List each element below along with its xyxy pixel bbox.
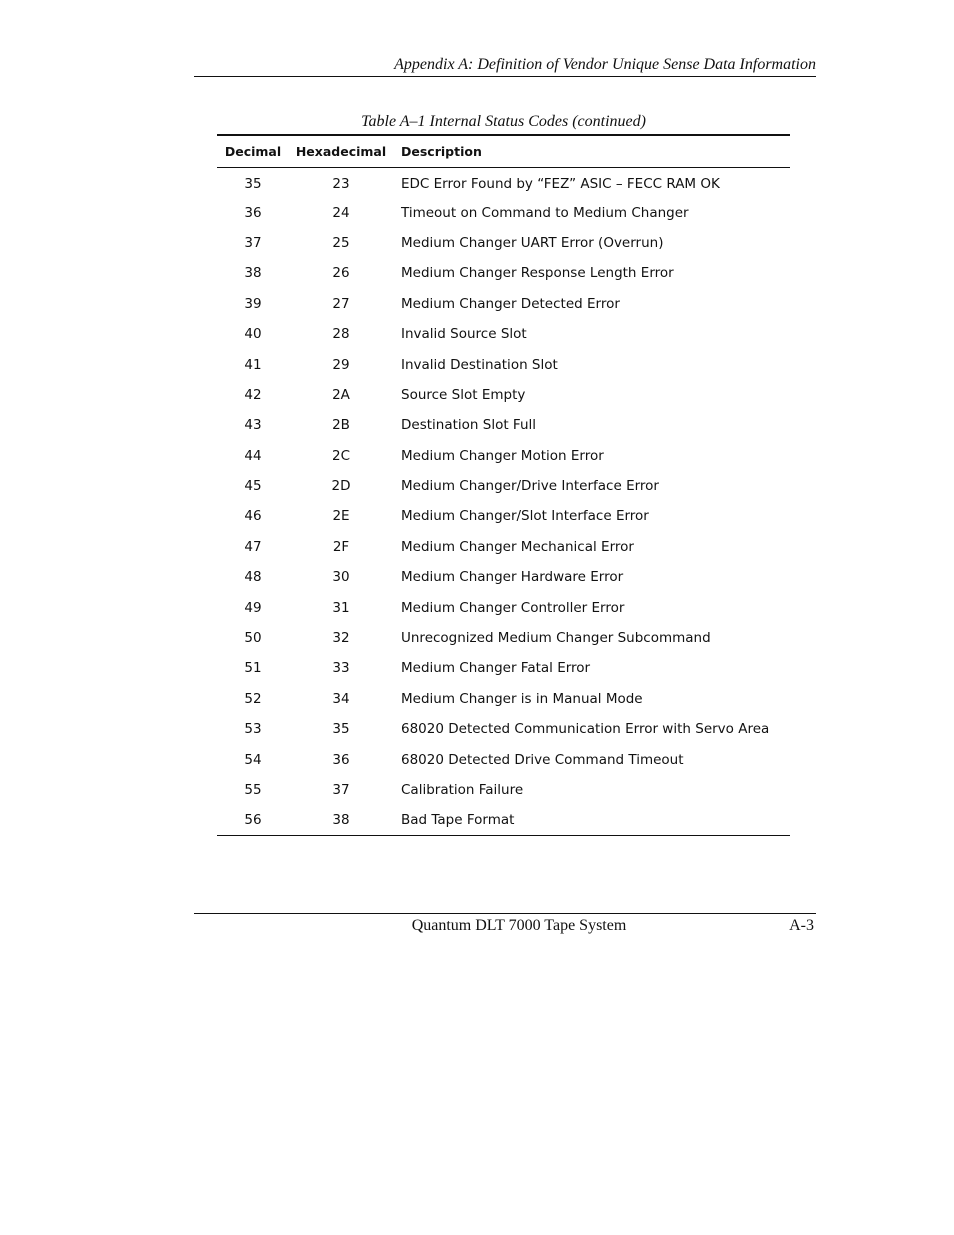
cell-decimal: 49: [244, 599, 262, 616]
cell-hexadecimal: 29: [332, 356, 350, 373]
cell-description: Medium Changer Fatal Error: [401, 660, 591, 677]
cell-decimal: 40: [244, 326, 262, 343]
cell-decimal: 43: [244, 417, 262, 434]
cell-decimal: 36: [244, 204, 262, 221]
cell-description: Medium Changer is in Manual Mode: [401, 690, 643, 707]
table-row: [217, 562, 790, 592]
cell-description: Invalid Source Slot: [401, 326, 527, 343]
cell-decimal: 55: [244, 782, 262, 798]
cell-hexadecimal: 2D: [331, 478, 351, 495]
cell-decimal: 38: [244, 265, 262, 282]
cell-hexadecimal: 2E: [332, 508, 350, 525]
table-row: [217, 744, 790, 774]
cell-hexadecimal: 31: [332, 599, 350, 616]
cell-description: Medium Changer Response Length Error: [401, 265, 674, 282]
cell-description: Medium Changer UART Error (Overrun): [401, 234, 664, 251]
table-row: [217, 258, 790, 288]
table-row: [217, 805, 790, 835]
cell-hexadecimal: 32: [332, 630, 350, 647]
cell-description: 68020 Detected Drive Command Timeout: [401, 751, 684, 768]
cell-hexadecimal: 35: [332, 721, 350, 738]
cell-hexadecimal: 23: [332, 176, 350, 193]
table-row: [217, 289, 790, 319]
table-row: [217, 714, 790, 744]
cell-decimal: 41: [244, 356, 262, 373]
cell-hexadecimal: 27: [332, 295, 350, 312]
cell-description: Timeout on Command to Medium Changer: [401, 204, 689, 221]
table-row: [217, 197, 790, 227]
table-row: [217, 410, 790, 440]
table-row: [217, 623, 790, 653]
cell-hexadecimal: 25: [332, 234, 350, 251]
cell-hexadecimal: 2F: [332, 538, 350, 555]
header-rule: [194, 76, 816, 77]
table-row: [217, 349, 790, 379]
cell-decimal: 47: [244, 538, 262, 555]
table-row: [217, 684, 790, 714]
cell-description: 68020 Detected Communication Error with Servo Area: [401, 721, 770, 738]
cell-description: EDC Error Found by “FEZ” ASIC – FECC RAM OK: [401, 176, 720, 193]
cell-hexadecimal: 33: [332, 660, 350, 677]
cell-description: Source Slot Empty: [401, 386, 526, 403]
footer-product-title: Quantum DLT 7000 Tape System: [411, 917, 627, 934]
cell-decimal: 39: [244, 295, 262, 312]
table-row: [217, 380, 790, 410]
cell-hexadecimal: 37: [332, 782, 350, 798]
cell-hexadecimal: 30: [332, 569, 350, 586]
table-row: [217, 653, 790, 683]
cell-description: Medium Changer Detected Error: [401, 295, 620, 312]
cell-decimal: 44: [244, 447, 262, 464]
cell-decimal: 52: [244, 690, 262, 707]
cell-hexadecimal: 24: [332, 204, 350, 221]
cell-description: Medium Changer Mechanical Error: [401, 538, 634, 555]
cell-hexadecimal: 26: [332, 265, 350, 282]
table-row: [217, 592, 790, 622]
column-header-decimal: Decimal: [224, 143, 282, 159]
column-header-description: Description: [401, 143, 482, 159]
cell-decimal: 50: [244, 630, 262, 647]
cell-decimal: 45: [244, 478, 262, 495]
column-header-hexadecimal: Hexadecimal: [295, 143, 387, 159]
table-body: [217, 167, 790, 836]
cell-description: Medium Changer/Drive Interface Error: [401, 478, 659, 495]
table-row: [217, 775, 790, 805]
footer-page-number: A-3: [789, 917, 814, 934]
cell-description: Unrecognized Medium Changer Subcommand: [401, 630, 711, 647]
cell-decimal: 37: [244, 234, 262, 251]
cell-decimal: 48: [244, 569, 262, 586]
cell-description: Medium Changer Controller Error: [401, 599, 625, 616]
cell-decimal: 51: [244, 660, 262, 677]
cell-description: Medium Changer Hardware Error: [401, 569, 624, 586]
table-row: [217, 441, 790, 471]
table-row: [217, 532, 790, 562]
running-header: Appendix A: Definition of Vendor Unique Sense Data Information: [394, 56, 816, 73]
cell-hexadecimal: 2B: [332, 417, 350, 434]
cell-description: Destination Slot Full: [401, 417, 537, 434]
cell-decimal: 56: [244, 812, 262, 829]
cell-description: Medium Changer/Slot Interface Error: [401, 508, 649, 525]
cell-hexadecimal: 2A: [332, 386, 350, 403]
cell-hexadecimal: 36: [332, 751, 350, 768]
cell-decimal: 35: [244, 176, 262, 193]
table-row: [217, 471, 790, 501]
cell-decimal: 53: [244, 721, 262, 738]
cell-decimal: 46: [244, 508, 262, 525]
table-header-row: [217, 135, 790, 167]
cell-description: Bad Tape Format: [401, 812, 515, 829]
table-caption: Table A–1 Internal Status Codes (continued): [361, 113, 646, 130]
table-row: [217, 501, 790, 531]
cell-description: Calibration Failure: [401, 782, 524, 798]
cell-hexadecimal: 2C: [331, 447, 350, 464]
table-row: [217, 319, 790, 349]
footer-rule: [194, 913, 816, 914]
table-row: [217, 228, 790, 258]
cell-hexadecimal: 34: [332, 690, 350, 707]
cell-decimal: 54: [244, 751, 262, 768]
cell-description: Invalid Destination Slot: [401, 356, 558, 373]
status-codes-table: [217, 134, 790, 836]
table-row: [217, 167, 790, 197]
cell-description: Medium Changer Motion Error: [401, 447, 604, 464]
cell-hexadecimal: 28: [332, 326, 350, 343]
cell-hexadecimal: 38: [332, 812, 350, 829]
cell-decimal: 42: [244, 386, 262, 403]
